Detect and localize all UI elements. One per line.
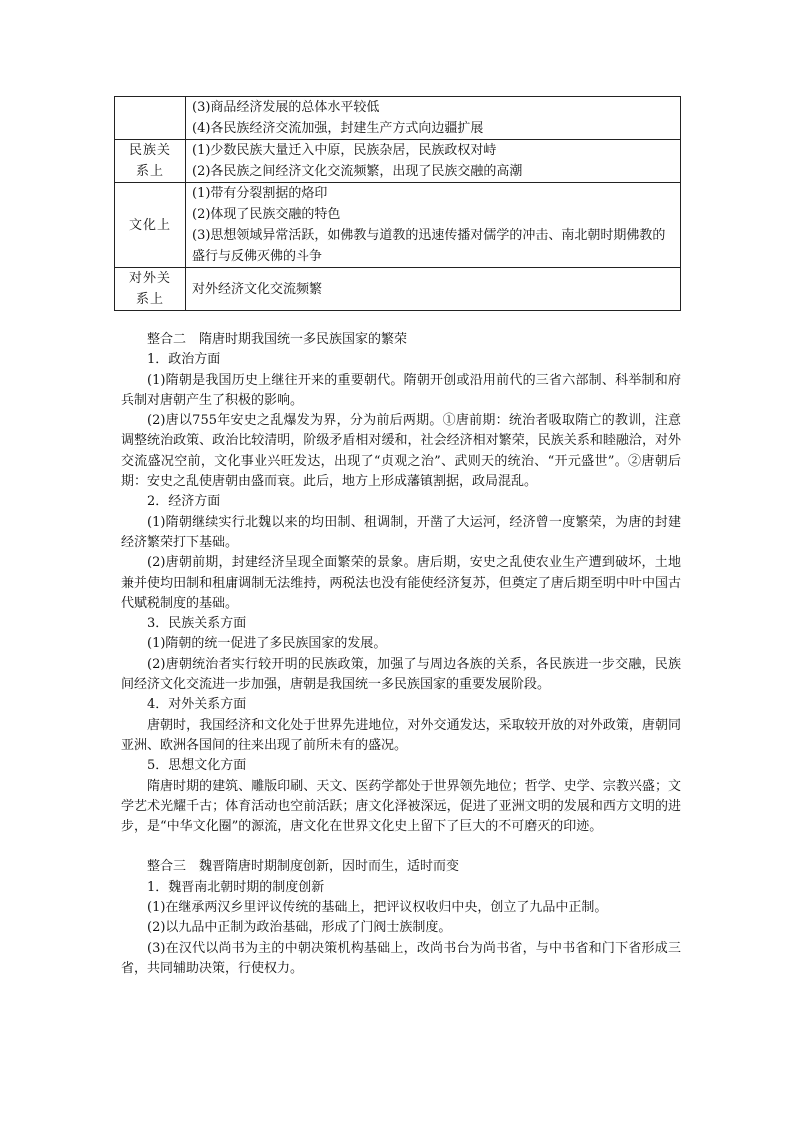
paragraph: 唐朝时，我国经济和文化处于世界先进地位，对外交通发达，采取较开放的对外政策，唐朝同亚洲、欧洲各国间的往来出现了前所未有的盛况。 bbox=[121, 717, 681, 753]
table-line: (2)各民族之间经济文化交流频繁，出现了民族交融的高潮 bbox=[192, 164, 523, 179]
table-content-cell bbox=[186, 97, 681, 140]
table-line: (3)思想领域异常活跃，如佛教与道教的迅速传播对儒学的冲击、南北朝时期佛教的盛行与反佛灭佛的斗争 bbox=[192, 228, 666, 264]
paragraph: (2)以九品中正制为政治基础，形成了门阀士族制度。 bbox=[147, 920, 452, 936]
paragraph: (1)在继承两汉乡里评议传统的基础上，把评议权收归中央，创立了九品中正制。 bbox=[147, 900, 608, 916]
body-text bbox=[121, 330, 681, 979]
table-content-cell bbox=[186, 183, 681, 268]
paragraph: (2)唐朝前期，封建经济呈现全面繁荣的景象。唐后期，安史之乱使农业生产遭到破坏，土地兼并使均田制和租庸调制无法维持，两税法也没有能使经济复苏，但奠定了唐后期至明中叶中国古代赋税制度的基础。 bbox=[121, 555, 681, 611]
table-category-cell bbox=[115, 140, 186, 183]
summary-table bbox=[114, 96, 681, 311]
table-line: (1)少数民族大量迁入中原，民族杂居，民族政权对峙 bbox=[192, 143, 497, 158]
category-label: 民族关 bbox=[128, 143, 171, 158]
table-row bbox=[115, 183, 681, 268]
table-line: (3)商品经济发展的总体水平较低 bbox=[192, 100, 380, 115]
table-category-cell bbox=[115, 268, 186, 311]
section-title: 整合二 隋唐时期我国统一多民族国家的繁荣 bbox=[147, 332, 408, 347]
table-line: (2)体现了民族交融的特色 bbox=[192, 207, 341, 222]
paragraph: 隋唐时期的建筑、雕版印刷、天文、医药学都处于世界领先地位；哲学、史学、宗教兴盛；文学艺术光耀千古；体育活动也空前活跃；唐文化泽被深远，促进了亚洲文明的发展和西方文明的进步，是“中华文化圈”的源流，唐文化在世界文化史上留下了巨大的不可磨灭的印迹。 bbox=[121, 778, 681, 835]
table-line: 对外经济文化交流频繁 bbox=[192, 281, 323, 297]
table-row bbox=[115, 268, 681, 311]
table-line: (4)各民族经济交流加强，封建生产方式向边疆扩展 bbox=[192, 121, 484, 136]
category-label: 对外关 bbox=[128, 271, 171, 286]
paragraph: (1)隋朝的统一促进了多民族国家的发展。 bbox=[147, 636, 387, 652]
paragraph: (1)隋朝是我国历史上继往开来的重要朝代。隋朝开创或沿用前代的三省六部制、科举制和府兵制对唐朝产生了积极的影响。 bbox=[121, 372, 681, 408]
paragraph: (1)隋朝继续实行北魏以来的均田制、租调制，开凿了大运河，经济曾一度繁荣，为唐的封建经济繁荣打下基础。 bbox=[121, 514, 681, 550]
subheading: 1．魏晋南北朝时期的制度创新 bbox=[147, 879, 325, 895]
category-label: 系上 bbox=[135, 292, 164, 307]
subheading: 1．政治方面 bbox=[147, 352, 221, 368]
subheading: 3．民族关系方面 bbox=[147, 616, 247, 632]
table-content-cell bbox=[186, 268, 681, 311]
subheading: 5．思想文化方面 bbox=[147, 758, 247, 774]
table-row bbox=[115, 97, 681, 140]
table-category-cell bbox=[115, 97, 186, 140]
section-gap bbox=[121, 837, 681, 857]
table-content-cell bbox=[186, 140, 681, 183]
table-category-cell: 文化上 bbox=[115, 183, 186, 268]
paragraph: (2)唐以755年安史之乱爆发为界，分为前后两期。①唐前期：统治者吸取隋亡的教训，注意调整统治政策、政治比较清明，阶级矛盾相对缓和，社会经济相对繁荣，民族关系和睦融洽，对外交流盛况空前，文化事业兴旺发达，出现了“贞观之治”、武则天的统治、“开元盛世”。②唐朝后期：安史之乱使唐朝由盛而衰。此后，地方上形成藩镇割据，政局混乱。 bbox=[121, 413, 681, 490]
subheading: 4．对外关系方面 bbox=[147, 697, 247, 713]
paragraph: (2)唐朝统治者实行较开明的民族政策，加强了与周边各族的关系，各民族进一步交融，民族间经济文化交流进一步加强，唐朝是我国统一多民族国家的重要发展阶段。 bbox=[121, 656, 681, 693]
table-line: (1)带有分裂割据的烙印 bbox=[192, 186, 328, 201]
table-row bbox=[115, 140, 681, 183]
section-title: 整合三 魏晋隋唐时期制度创新，因时而生，适时而变 bbox=[147, 859, 460, 875]
category-label: 系上 bbox=[135, 164, 164, 179]
paragraph: (3)在汉代以尚书为主的中朝决策机构基础上，改尚书台为尚书省，与中书省和门下省形成三省，共同辅助决策，行使权力。 bbox=[121, 940, 681, 976]
subheading: 2．经济方面 bbox=[147, 494, 221, 510]
